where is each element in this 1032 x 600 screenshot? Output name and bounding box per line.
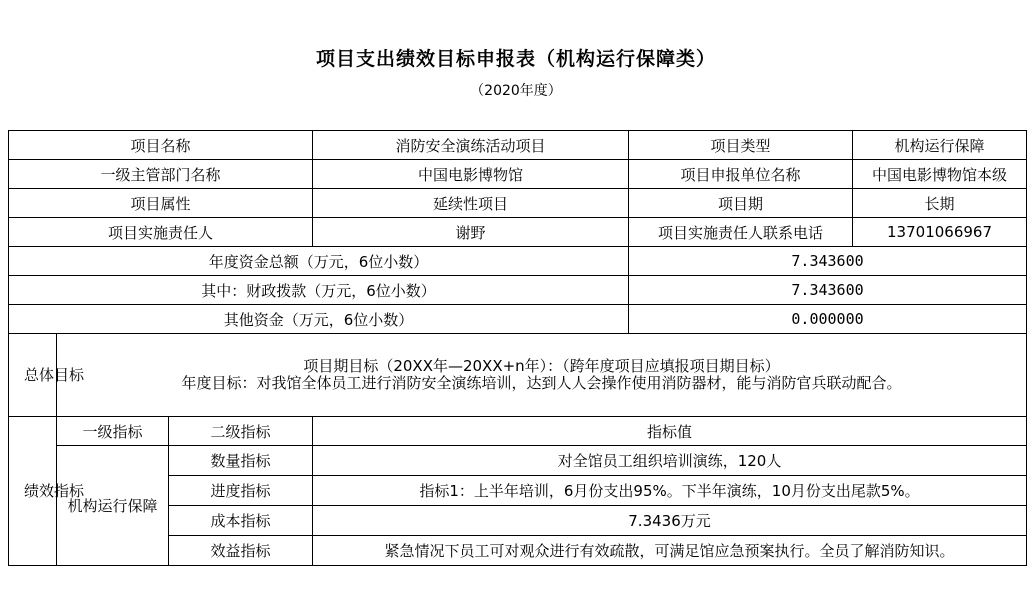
page-title: 项目支出绩效目标申报表（机构运行保障类） [315, 48, 716, 70]
contact-phone-value: 13701066967 [853, 218, 1027, 247]
row-total-funds [9, 247, 1027, 276]
other-funds-value: 0.000000 [629, 305, 1027, 334]
applicant-unit-label: 项目申报单位名称 [629, 160, 853, 189]
project-type-value: 机构运行保障 [853, 131, 1027, 160]
level2-indicator-header: 二级指标 [169, 417, 313, 446]
performance-indicators-label [9, 417, 85, 566]
fiscal-funds-value: 7.343600 [629, 276, 1027, 305]
department-value: 中国电影博物馆 [313, 160, 629, 189]
row-indicator-header [9, 417, 1027, 446]
indicator-value: 指标1：上半年培训，6月份支出95%。下半年演练，10月份支出尾款5%。 [313, 476, 1027, 506]
project-name-value: 消防安全演练活动项目 [313, 131, 629, 160]
page-subtitle: （2020年度） [470, 83, 562, 99]
fiscal-funds-label: 其中：财政拨款（万元，6位小数） [9, 276, 629, 305]
performance-table [8, 130, 1027, 566]
indicator-value-header: 指标值 [313, 417, 1027, 446]
project-name-label: 项目名称 [9, 131, 313, 160]
row-project-name [9, 131, 1027, 160]
project-period-value: 长期 [853, 189, 1027, 218]
table-row [9, 446, 1027, 476]
overall-goals-label [9, 334, 85, 417]
row-overall-goals [9, 334, 1027, 417]
project-attribute-label: 项目属性 [9, 189, 313, 218]
total-funds-label: 年度资金总额（万元，6位小数） [9, 247, 629, 276]
row-responsible [9, 218, 1027, 247]
row-attribute [9, 189, 1027, 218]
indicator-name: 数量指标 [169, 446, 313, 476]
indicator-name: 进度指标 [169, 476, 313, 506]
indicator-value: 对全馆员工组织培训演练，120人 [313, 446, 1027, 476]
year-goal-text: 年度目标：对我馆全体员工进行消防安全演练培训，达到人人会操作使用消防器材，能与消防官兵联动配合。 [181, 374, 902, 392]
row-fiscal-funds [9, 276, 1027, 305]
department-label: 一级主管部门名称 [9, 160, 313, 189]
indicator-value: 7.3436万元 [313, 506, 1027, 536]
indicator-name: 效益指标 [169, 536, 313, 566]
level1-indicator-header: 一级指标 [57, 417, 169, 446]
overall-goals-content [57, 334, 1027, 417]
overall-goals-label-text: 总体目标 [24, 365, 85, 384]
responsible-person-label: 项目实施责任人 [9, 218, 313, 247]
project-type-label: 项目类型 [629, 131, 853, 160]
indicator-value: 紧急情况下员工可对观众进行有效疏散，可满足馆应急预案执行。全员了解消防知识。 [313, 536, 1027, 566]
period-goal-text: 项目期目标（20XX年—20XX+n年）：（跨年度项目应填报项目期目标） [303, 357, 780, 375]
project-attribute-value: 延续性项目 [313, 189, 629, 218]
project-period-label: 项目期 [629, 189, 853, 218]
responsible-person-value: 谢野 [313, 218, 629, 247]
contact-phone-label: 项目实施责任人联系电话 [629, 218, 853, 247]
total-funds-value: 7.343600 [629, 247, 1027, 276]
row-department [9, 160, 1027, 189]
indicator-name: 成本指标 [169, 506, 313, 536]
other-funds-label: 其他资金（万元，6位小数） [9, 305, 629, 334]
performance-indicators-label-text: 绩效指标 [24, 481, 85, 500]
level1-indicator-value: 机构运行保障 [57, 446, 169, 566]
applicant-unit-value: 中国电影博物馆本级 [853, 160, 1027, 189]
row-other-funds [9, 305, 1027, 334]
